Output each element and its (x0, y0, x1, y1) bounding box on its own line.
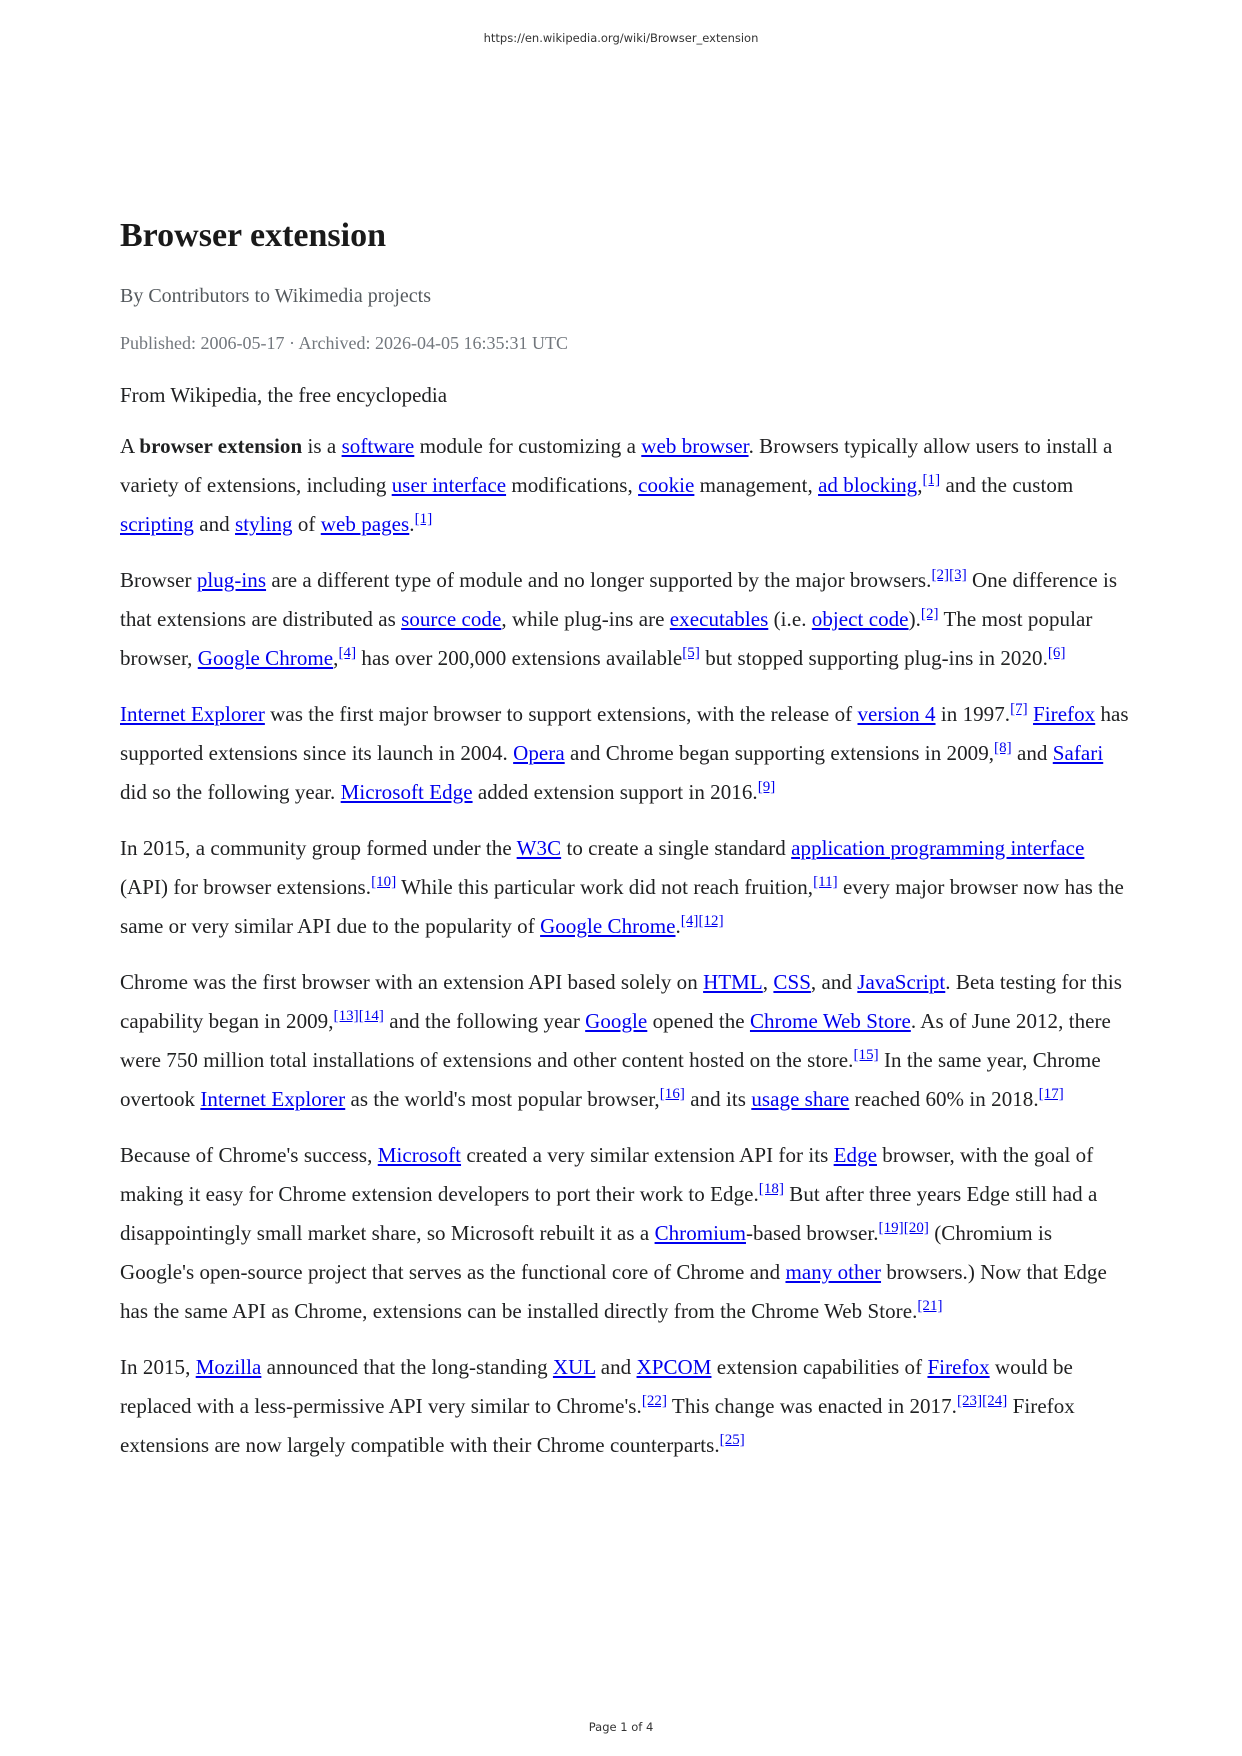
article-link[interactable]: cookie (638, 473, 695, 497)
text-run: In the same year, Chrome overtook (120, 1048, 1101, 1111)
text-run: . Beta testing for this capability began in 2009, (120, 970, 1122, 1033)
article-link[interactable]: XPCOM (636, 1355, 712, 1379)
citation-link[interactable]: [19] (878, 1220, 904, 1236)
text-run: . As of June 2012, there were 750 million total installations of extensions and other content hosted on the store. (120, 1009, 1111, 1072)
text-run: management, (694, 473, 819, 497)
article-link[interactable]: CSS (773, 970, 811, 994)
text-run: , (333, 646, 339, 670)
article-link[interactable]: Internet Explorer (200, 1087, 346, 1111)
text-run: and the following year (383, 1009, 586, 1033)
citation-link[interactable]: [20] (903, 1220, 929, 1236)
text-run: has supported extensions since its launch in 2004. (120, 702, 1129, 765)
text-run: did so the following year. (120, 780, 341, 804)
citation-link[interactable]: [4] (338, 645, 357, 661)
text-run: opened the (647, 1009, 750, 1033)
citation-link[interactable]: [1] (922, 472, 941, 488)
text-run: , (762, 970, 774, 994)
citation-ref (923, 472, 941, 488)
citation-ref (338, 645, 356, 661)
text-run: module for customizing a (414, 434, 642, 458)
citation-ref (994, 740, 1012, 756)
article-link[interactable]: Chrome Web Store (749, 1009, 911, 1033)
article-link[interactable]: version 4 (857, 702, 936, 726)
citation-ref (879, 1220, 904, 1236)
text-run: has over 200,000 extensions available (356, 646, 683, 670)
article-link[interactable]: Google Chrome (540, 914, 676, 938)
text-run: , while plug-ins are (501, 607, 670, 631)
article-link[interactable]: HTML (703, 970, 763, 994)
article-link[interactable]: software (341, 434, 415, 458)
text-run: and (595, 1355, 637, 1379)
text-run: and its (684, 1087, 752, 1111)
text-run: as the world's most popular browser, (345, 1087, 660, 1111)
text-run: announced that the long-standing (261, 1355, 553, 1379)
text-run: . (409, 512, 415, 536)
citation-link[interactable]: [16] (659, 1086, 685, 1102)
text-run: modifications, (506, 473, 639, 497)
citation-link[interactable]: [13] (333, 1008, 359, 1024)
citation-ref (759, 1181, 784, 1197)
paragraph (120, 561, 1130, 678)
citation-link[interactable]: [3] (949, 567, 967, 583)
paragraph (120, 1348, 1130, 1465)
text-run: and (193, 512, 236, 536)
article-link[interactable]: object code (811, 607, 909, 631)
article-link[interactable]: Microsoft Edge (340, 780, 473, 804)
page-number: Page 1 of 4 (588, 1720, 654, 1734)
citation-link[interactable]: [10] (371, 874, 397, 890)
article-link[interactable]: W3C (516, 836, 562, 860)
text-run: One difference is that extensions are distributed as (120, 568, 1118, 631)
article-link[interactable]: web pages (320, 512, 410, 536)
article-link[interactable]: Internet Explorer (120, 702, 265, 726)
text-run: (API) for browser extensions. (120, 875, 372, 899)
text-run: Browser (120, 568, 197, 592)
citation-link[interactable]: [23] (956, 1393, 983, 1409)
citation-ref (720, 1432, 745, 1448)
article-link[interactable]: ad blocking (818, 473, 918, 497)
article-link[interactable]: user interface (391, 473, 507, 497)
text-run: (Chromium is Google's open-source project that serves as the functional core of Chrome and (120, 1221, 1053, 1284)
text-run: Firefox extensions are now largely compatible with their Chrome counterparts. (120, 1394, 1075, 1457)
article-link[interactable]: Firefox (927, 1355, 990, 1379)
text-run: are a different type of module and no longer supported by the major browsers. (266, 568, 932, 592)
citation-link[interactable]: [7] (1010, 701, 1028, 717)
article-link[interactable]: application programming interface (791, 836, 1085, 860)
article-link[interactable]: web browser (641, 434, 749, 458)
text-run: In 2015, a community group formed under the (120, 836, 517, 860)
text-run: is a (302, 434, 342, 458)
text-run: In 2015, (120, 1355, 196, 1379)
publish-meta: Published: 2006-05-17 · Archived: 2026-04-05 16:35:31 UTC (120, 333, 568, 353)
citation-ref (917, 1298, 942, 1314)
text-run: would be replaced with a less-permissive API very similar to Chrome's. (120, 1355, 1073, 1418)
citation-ref (415, 511, 433, 527)
page-url: https://en.wikipedia.org/wiki/Browser_extension (483, 31, 759, 45)
citation-ref (853, 1047, 878, 1063)
citation-link[interactable]: [9] (757, 779, 776, 795)
article-link[interactable]: executables (669, 607, 769, 631)
text-run: of (292, 512, 321, 536)
paragraph (120, 963, 1130, 1119)
citation-link[interactable]: [4] (680, 913, 699, 929)
article-link[interactable]: usage share (751, 1087, 850, 1111)
text-run: Chrome was the first browser with an extension API based solely on (120, 970, 704, 994)
paragraph (120, 427, 1130, 544)
text-run: to create a single standard (561, 836, 792, 860)
citation-link[interactable]: [8] (994, 740, 1012, 756)
article-link[interactable]: Firefox (1033, 702, 1096, 726)
citation-link[interactable]: [2] (931, 567, 950, 583)
article-link[interactable]: XUL (552, 1355, 596, 1379)
citation-link[interactable]: [17] (1038, 1086, 1064, 1102)
citation-ref (758, 779, 776, 795)
citation-ref (682, 645, 700, 661)
text-run: Because of Chrome's success, (120, 1143, 378, 1167)
text-run: browser, with the goal of making it easy for Chrome extension developers to port their work to Edge. (120, 1143, 1094, 1206)
page-title: Browser extension (120, 217, 387, 254)
tagline: From Wikipedia, the free encyclopedia (120, 383, 448, 407)
article-link[interactable]: many other (785, 1260, 882, 1284)
article-body (120, 427, 1130, 1465)
citation-link[interactable]: [18] (758, 1181, 784, 1197)
citation-link[interactable]: [5] (682, 645, 700, 661)
citation-link[interactable]: [15] (853, 1047, 879, 1063)
text-run: But after three years Edge still had a disappointingly small market share, so Microsoft rebuilt it as a (120, 1182, 1098, 1245)
citation-ref (949, 567, 967, 583)
citation-ref (904, 1220, 929, 1236)
citation-ref (359, 1008, 384, 1024)
text-run: every major browser now has the same or very similar API due to the popularity of (120, 875, 1124, 938)
citation-ref (660, 1086, 685, 1102)
text-run: reached 60% in 2018. (849, 1087, 1039, 1111)
citation-link[interactable]: [6] (1047, 645, 1066, 661)
text-run: browsers.) Now that Edge has the same API as Chrome, extensions can be installed directly from the Chrome Web Store. (120, 1260, 1107, 1323)
article-link[interactable]: source code (401, 607, 502, 631)
text-run: A (120, 434, 140, 458)
text-run: and the custom (940, 473, 1074, 497)
citation-link[interactable]: [14] (358, 1008, 384, 1024)
article-link[interactable]: Opera (513, 741, 565, 765)
text-run: was the first major browser to support extensions, with the release of (264, 702, 858, 726)
article-link[interactable]: JavaScript (857, 970, 946, 994)
text-run: but stopped supporting plug-ins in 2020. (699, 646, 1048, 670)
text-run: created a very similar extension API for its (461, 1143, 834, 1167)
text-run: . Browsers typically allow users to install a variety of extensions, including (120, 434, 1113, 497)
article-link[interactable]: Mozilla (195, 1355, 262, 1379)
text-run: . (675, 914, 681, 938)
citation-link[interactable]: [11] (813, 874, 838, 890)
citation-link[interactable]: [12] (698, 913, 724, 929)
article-link[interactable]: Chromium (654, 1221, 746, 1245)
citation-ref (982, 1393, 1007, 1409)
paragraph (120, 829, 1130, 946)
citation-link[interactable]: [21] (917, 1298, 943, 1314)
citation-link[interactable]: [1] (414, 511, 433, 527)
article-link[interactable]: Edge (833, 1143, 877, 1167)
text-run: in 1997. (935, 702, 1011, 726)
article-link[interactable]: Microsoft (377, 1143, 462, 1167)
citation-link[interactable]: [25] (719, 1432, 745, 1448)
citation-ref (371, 874, 396, 890)
text-run: added extension support in 2016. (472, 780, 758, 804)
article-link[interactable]: scripting (120, 512, 194, 536)
citation-link[interactable]: [22] (641, 1393, 668, 1409)
text-run: and (1011, 741, 1053, 765)
text-run: While this particular work did not reach fruition, (396, 875, 814, 899)
citation-ref (931, 567, 949, 583)
text-run: , and (810, 970, 858, 994)
citation-ref (921, 606, 939, 622)
article-link[interactable]: Google Chrome (197, 646, 334, 670)
byline: By Contributors to Wikimedia projects (120, 285, 432, 307)
article-link[interactable]: Safari (1052, 741, 1104, 765)
citation-ref (813, 874, 838, 890)
citation-ref (1010, 701, 1028, 717)
article-link[interactable]: styling (235, 512, 293, 536)
citation-ref (681, 913, 699, 929)
text-run: and Chrome began supporting extensions in 2009, (564, 741, 995, 765)
citation-ref (334, 1008, 359, 1024)
text-run: , (917, 473, 923, 497)
citation-ref (698, 913, 723, 929)
citation-link[interactable]: [24] (982, 1393, 1008, 1409)
text-run: This change was enacted in 2017. (667, 1394, 957, 1418)
text-run: extension capabilities of (711, 1355, 928, 1379)
text-run: ). (908, 607, 921, 631)
bold-term: browser extension (139, 434, 303, 458)
citation-link[interactable]: [2] (920, 606, 939, 622)
paragraph (120, 1136, 1130, 1331)
citation-ref (957, 1393, 982, 1409)
text-run: (i.e. (768, 607, 812, 631)
paragraph (120, 695, 1130, 812)
citation-ref (1039, 1086, 1064, 1102)
article-link[interactable]: plug-ins (196, 568, 267, 592)
text-run: -based browser. (745, 1221, 879, 1245)
text-run: The most popular browser, (120, 607, 1093, 670)
article-content (120, 212, 1130, 1465)
citation-ref (642, 1393, 667, 1409)
article-link[interactable]: Google (585, 1009, 648, 1033)
citation-ref (1048, 645, 1066, 661)
